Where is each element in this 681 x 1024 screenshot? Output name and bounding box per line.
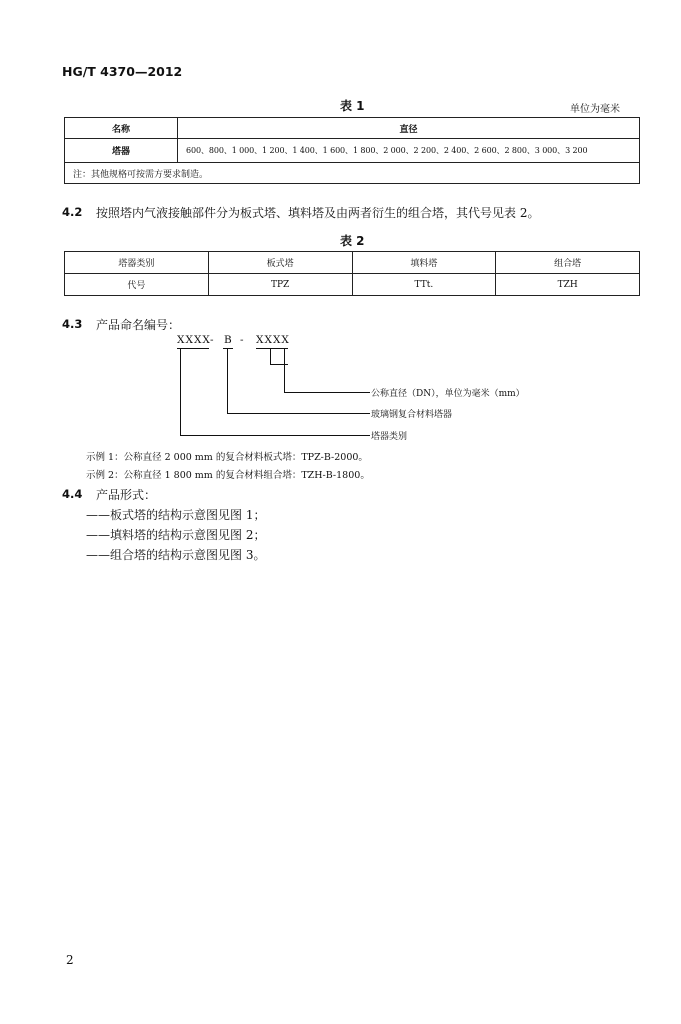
table2-code-label: 代号	[65, 274, 209, 296]
table1-row-values: 600、800、1 000、1 200、1 400、1 600、1 800、2 000、2 200、2 400、2 600、2 800、3 000、3 200	[178, 139, 640, 163]
table1-unit: 单位为毫米	[570, 104, 620, 115]
example-2: 示例 2：公称直径 1 800 mm 的复合材料组合塔：TZH-B-1800。	[86, 470, 370, 481]
table2-header-packed: 填料塔	[352, 252, 496, 274]
table2-header-plate: 板式塔	[208, 252, 352, 274]
leader-category-horizontal	[180, 435, 370, 436]
code-part-diameter: XXXX	[256, 334, 290, 346]
code-separator-2: -	[240, 334, 245, 346]
table2-code-packed: TTt.	[352, 274, 496, 296]
leader-category-vertical	[180, 349, 181, 435]
table2-code-plate: TPZ	[208, 274, 352, 296]
label-material: 玻璃钢复合材料塔器	[371, 410, 453, 420]
table1-header-name: 名称	[65, 118, 178, 139]
table1-caption: 表 1	[340, 99, 365, 113]
table2-caption: 表 2	[340, 234, 365, 248]
label-category: 塔器类别	[371, 432, 408, 442]
section-4-3-title: 产品命名编号：	[96, 318, 181, 332]
code-separator-1: -	[210, 334, 215, 346]
code-part-category: XXXX	[177, 334, 211, 346]
section-4-4-number: 4.4	[62, 487, 83, 501]
table1-note: 注：其他规格可按需方要求制造。	[65, 163, 640, 184]
table1-row-label: 塔器	[65, 139, 178, 163]
leader-material-horizontal	[227, 413, 370, 414]
section-4-2-number: 4.2	[62, 205, 83, 219]
label-diameter: 公称直径（DN），单位为毫米（mm）	[371, 389, 525, 399]
table2	[64, 251, 640, 296]
code-part-material: B	[224, 334, 233, 346]
form-item-packed: ——填料塔的结构示意图见图 2；	[86, 528, 266, 542]
form-item-combined: ——组合塔的结构示意图见图 3。	[86, 548, 266, 562]
table1	[64, 117, 640, 184]
section-4-4-title: 产品形式：	[96, 488, 157, 502]
leader-material-vertical	[227, 349, 228, 413]
leader-diameter-foot	[270, 364, 288, 365]
underline-material	[223, 348, 233, 349]
leader-diameter-vertical	[284, 349, 285, 392]
table2-header-category: 塔器类别	[65, 252, 209, 274]
form-item-plate: ——板式塔的结构示意图见图 1；	[86, 508, 266, 522]
section-4-2-text: 按照塔内气液接触部件分为板式塔、填料塔及由两者衍生的组合塔，其代号见表 2。	[96, 206, 540, 220]
example-1: 示例 1：公称直径 2 000 mm 的复合材料板式塔：TPZ-B-2000。	[86, 452, 368, 463]
table2-code-combined: TZH	[496, 274, 640, 296]
table2-header-combined: 组合塔	[496, 252, 640, 274]
leader-diameter-stub	[270, 349, 271, 364]
underline-category	[177, 348, 209, 349]
leader-diameter-horizontal	[284, 392, 370, 393]
table1-header-diameter: 直径	[178, 118, 640, 139]
section-4-3-number: 4.3	[62, 317, 83, 331]
page-number: 2	[66, 953, 74, 967]
standard-header: HG/T 4370—2012	[62, 64, 183, 79]
